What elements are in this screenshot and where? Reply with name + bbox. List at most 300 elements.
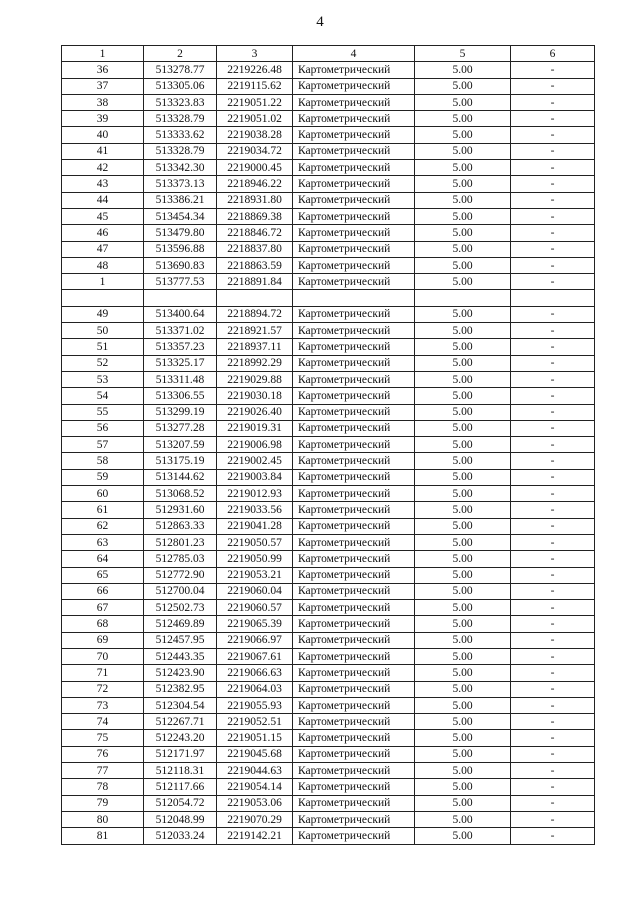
method-cell: Картометрический — [293, 681, 415, 697]
note-cell — [511, 290, 595, 306]
point-number-cell: 45 — [62, 208, 144, 224]
y-coordinate-cell: 2219044.63 — [217, 763, 293, 779]
note-cell: - — [511, 469, 595, 485]
note-cell: - — [511, 763, 595, 779]
method-cell: Картометрический — [293, 779, 415, 795]
method-cell: Картометрический — [293, 192, 415, 208]
y-coordinate-cell: 2219026.40 — [217, 404, 293, 420]
table-row — [62, 811, 595, 827]
table-row — [62, 404, 595, 420]
accuracy-cell: 5.00 — [415, 127, 511, 143]
note-cell: - — [511, 534, 595, 550]
method-cell: Картометрический — [293, 518, 415, 534]
note-cell: - — [511, 241, 595, 257]
note-cell: - — [511, 208, 595, 224]
table-row — [62, 371, 595, 387]
table-row — [62, 567, 595, 583]
y-coordinate-cell: 2219050.57 — [217, 534, 293, 550]
note-cell: - — [511, 567, 595, 583]
accuracy-cell: 5.00 — [415, 94, 511, 110]
note-cell: - — [511, 62, 595, 78]
table-row — [62, 160, 595, 176]
y-coordinate-cell: 2218891.84 — [217, 274, 293, 290]
method-cell: Картометрический — [293, 811, 415, 827]
point-number-cell — [62, 290, 144, 306]
x-coordinate-cell: 512033.24 — [144, 828, 217, 844]
table-row — [62, 648, 595, 664]
note-cell: - — [511, 714, 595, 730]
note-cell: - — [511, 274, 595, 290]
accuracy-cell: 5.00 — [415, 730, 511, 746]
method-cell: Картометрический — [293, 208, 415, 224]
x-coordinate-cell: 513777.53 — [144, 274, 217, 290]
accuracy-cell: 5.00 — [415, 225, 511, 241]
table-row — [62, 94, 595, 110]
y-coordinate-cell: 2219060.04 — [217, 583, 293, 599]
y-coordinate-cell: 2219029.88 — [217, 371, 293, 387]
y-coordinate-cell: 2219041.28 — [217, 518, 293, 534]
x-coordinate-cell: 513299.19 — [144, 404, 217, 420]
note-cell: - — [511, 583, 595, 599]
point-number-cell: 39 — [62, 111, 144, 127]
table-row — [62, 828, 595, 844]
table-row — [62, 323, 595, 339]
accuracy-cell: 5.00 — [415, 192, 511, 208]
y-coordinate-cell: 2219070.29 — [217, 811, 293, 827]
point-number-cell: 60 — [62, 486, 144, 502]
accuracy-cell: 5.00 — [415, 208, 511, 224]
table-row — [62, 795, 595, 811]
accuracy-cell: 5.00 — [415, 176, 511, 192]
accuracy-cell: 5.00 — [415, 518, 511, 534]
table-row — [62, 192, 595, 208]
method-cell: Картометрический — [293, 225, 415, 241]
point-number-cell: 1 — [62, 274, 144, 290]
note-cell: - — [511, 192, 595, 208]
method-cell: Картометрический — [293, 746, 415, 762]
y-coordinate-cell: 2219000.45 — [217, 160, 293, 176]
x-coordinate-cell: 513342.30 — [144, 160, 217, 176]
method-cell: Картометрический — [293, 355, 415, 371]
x-coordinate-cell: 512700.04 — [144, 583, 217, 599]
method-cell: Картометрический — [293, 420, 415, 436]
x-coordinate-cell: 513068.52 — [144, 486, 217, 502]
accuracy-cell: 5.00 — [415, 648, 511, 664]
y-coordinate-cell: 2219065.39 — [217, 616, 293, 632]
y-coordinate-cell: 2218931.80 — [217, 192, 293, 208]
table-row — [62, 176, 595, 192]
y-coordinate-cell: 2219003.84 — [217, 469, 293, 485]
x-coordinate-cell: 512772.90 — [144, 567, 217, 583]
x-coordinate-cell: 512382.95 — [144, 681, 217, 697]
x-coordinate-cell: 513371.02 — [144, 323, 217, 339]
point-number-cell: 80 — [62, 811, 144, 827]
table-row — [62, 600, 595, 616]
y-coordinate-cell: 2219055.93 — [217, 697, 293, 713]
table-row — [62, 453, 595, 469]
method-cell: Картометрический — [293, 534, 415, 550]
x-coordinate-cell: 513278.77 — [144, 62, 217, 78]
point-number-cell: 50 — [62, 323, 144, 339]
point-number-cell: 69 — [62, 632, 144, 648]
method-cell: Картометрический — [293, 111, 415, 127]
point-number-cell: 55 — [62, 404, 144, 420]
note-cell: - — [511, 371, 595, 387]
point-number-cell: 36 — [62, 62, 144, 78]
accuracy-cell: 5.00 — [415, 746, 511, 762]
x-coordinate-cell: 512243.20 — [144, 730, 217, 746]
y-coordinate-cell: 2219066.97 — [217, 632, 293, 648]
point-number-cell: 75 — [62, 730, 144, 746]
point-number-cell: 52 — [62, 355, 144, 371]
table-row — [62, 583, 595, 599]
accuracy-cell: 5.00 — [415, 486, 511, 502]
y-coordinate-cell: 2219006.98 — [217, 437, 293, 453]
x-coordinate-cell: 512054.72 — [144, 795, 217, 811]
note-cell: - — [511, 339, 595, 355]
accuracy-cell: 5.00 — [415, 241, 511, 257]
note-cell: - — [511, 665, 595, 681]
y-coordinate-cell: 2219060.57 — [217, 600, 293, 616]
method-cell: Картометрический — [293, 567, 415, 583]
accuracy-cell: 5.00 — [415, 111, 511, 127]
point-number-cell: 49 — [62, 306, 144, 322]
point-number-cell: 66 — [62, 583, 144, 599]
method-cell: Картометрический — [293, 176, 415, 192]
accuracy-cell: 5.00 — [415, 616, 511, 632]
method-cell: Картометрический — [293, 616, 415, 632]
y-coordinate-cell: 2218921.57 — [217, 323, 293, 339]
method-cell: Картометрический — [293, 469, 415, 485]
method-cell: Картометрический — [293, 274, 415, 290]
method-cell: Картометрический — [293, 323, 415, 339]
method-cell: Картометрический — [293, 502, 415, 518]
table-row — [62, 534, 595, 550]
note-cell: - — [511, 225, 595, 241]
point-number-cell: 41 — [62, 143, 144, 159]
note-cell: - — [511, 616, 595, 632]
x-coordinate-cell: 512457.95 — [144, 632, 217, 648]
table-row — [62, 763, 595, 779]
x-coordinate-cell: 513207.59 — [144, 437, 217, 453]
point-number-cell: 63 — [62, 534, 144, 550]
note-cell: - — [511, 746, 595, 762]
point-number-cell: 74 — [62, 714, 144, 730]
point-number-cell: 67 — [62, 600, 144, 616]
y-coordinate-cell: 2218863.59 — [217, 257, 293, 273]
column-header-1: 1 — [62, 46, 144, 62]
table-row — [62, 665, 595, 681]
table-row — [62, 437, 595, 453]
accuracy-cell: 5.00 — [415, 257, 511, 273]
point-number-cell: 76 — [62, 746, 144, 762]
note-cell: - — [511, 453, 595, 469]
point-number-cell: 79 — [62, 795, 144, 811]
note-cell: - — [511, 306, 595, 322]
table-row — [62, 502, 595, 518]
note-cell: - — [511, 795, 595, 811]
point-number-cell: 38 — [62, 94, 144, 110]
note-cell: - — [511, 323, 595, 339]
table-row — [62, 616, 595, 632]
y-coordinate-cell: 2218846.72 — [217, 225, 293, 241]
method-cell: Картометрический — [293, 94, 415, 110]
table-row — [62, 208, 595, 224]
method-cell: Картометрический — [293, 730, 415, 746]
point-number-cell: 57 — [62, 437, 144, 453]
note-cell: - — [511, 127, 595, 143]
note-cell: - — [511, 681, 595, 697]
table-row — [62, 730, 595, 746]
note-cell: - — [511, 404, 595, 420]
point-number-cell: 58 — [62, 453, 144, 469]
y-coordinate-cell: 2219033.56 — [217, 502, 293, 518]
x-coordinate-cell: 512117.66 — [144, 779, 217, 795]
point-number-cell: 54 — [62, 388, 144, 404]
x-coordinate-cell: 512304.54 — [144, 697, 217, 713]
accuracy-cell: 5.00 — [415, 143, 511, 159]
table-row — [62, 697, 595, 713]
accuracy-cell: 5.00 — [415, 437, 511, 453]
y-coordinate-cell: 2218837.80 — [217, 241, 293, 257]
note-cell: - — [511, 730, 595, 746]
accuracy-cell: 5.00 — [415, 78, 511, 94]
method-cell: Картометрический — [293, 714, 415, 730]
accuracy-cell: 5.00 — [415, 779, 511, 795]
accuracy-cell: 5.00 — [415, 62, 511, 78]
point-number-cell: 65 — [62, 567, 144, 583]
method-cell: Картометрический — [293, 306, 415, 322]
y-coordinate-cell: 2219142.21 — [217, 828, 293, 844]
method-cell: Картометрический — [293, 143, 415, 159]
column-header-5: 5 — [415, 46, 511, 62]
y-coordinate-cell: 2219054.14 — [217, 779, 293, 795]
table-row — [62, 143, 595, 159]
accuracy-cell: 5.00 — [415, 534, 511, 550]
method-cell: Картометрический — [293, 127, 415, 143]
x-coordinate-cell: 513479.80 — [144, 225, 217, 241]
x-coordinate-cell: 512801.23 — [144, 534, 217, 550]
column-header-3: 3 — [217, 46, 293, 62]
note-cell: - — [511, 811, 595, 827]
y-coordinate-cell: 2219050.99 — [217, 551, 293, 567]
table-row — [62, 339, 595, 355]
x-coordinate-cell: 513373.13 — [144, 176, 217, 192]
method-cell: Картометрический — [293, 648, 415, 664]
accuracy-cell: 5.00 — [415, 551, 511, 567]
y-coordinate-cell: 2219067.61 — [217, 648, 293, 664]
x-coordinate-cell: 512443.35 — [144, 648, 217, 664]
y-coordinate-cell: 2218869.38 — [217, 208, 293, 224]
x-coordinate-cell: 512502.73 — [144, 600, 217, 616]
point-number-cell: 68 — [62, 616, 144, 632]
y-coordinate-cell: 2218946.22 — [217, 176, 293, 192]
note-cell: - — [511, 176, 595, 192]
method-cell: Картометрический — [293, 160, 415, 176]
x-coordinate-cell: 513277.28 — [144, 420, 217, 436]
note-cell: - — [511, 94, 595, 110]
table-row — [62, 420, 595, 436]
method-cell: Картометрический — [293, 257, 415, 273]
x-coordinate-cell: 512267.71 — [144, 714, 217, 730]
method-cell: Картометрический — [293, 62, 415, 78]
note-cell: - — [511, 437, 595, 453]
point-number-cell: 64 — [62, 551, 144, 567]
note-cell: - — [511, 518, 595, 534]
x-coordinate-cell: 513325.17 — [144, 355, 217, 371]
x-coordinate-cell: 513144.62 — [144, 469, 217, 485]
method-cell: Картометрический — [293, 665, 415, 681]
point-number-cell: 51 — [62, 339, 144, 355]
point-number-cell: 37 — [62, 78, 144, 94]
table-row — [62, 62, 595, 78]
accuracy-cell: 5.00 — [415, 665, 511, 681]
y-coordinate-cell: 2219030.18 — [217, 388, 293, 404]
x-coordinate-cell: 513386.21 — [144, 192, 217, 208]
y-coordinate-cell: 2219115.62 — [217, 78, 293, 94]
x-coordinate-cell: 512785.03 — [144, 551, 217, 567]
table-row — [62, 469, 595, 485]
point-number-cell: 44 — [62, 192, 144, 208]
point-number-cell: 71 — [62, 665, 144, 681]
method-cell: Картометрический — [293, 339, 415, 355]
y-coordinate-cell: 2219053.06 — [217, 795, 293, 811]
note-cell: - — [511, 78, 595, 94]
page-number: 4 — [316, 14, 324, 30]
x-coordinate-cell: 513323.83 — [144, 94, 217, 110]
point-number-cell: 48 — [62, 257, 144, 273]
x-coordinate-cell: 512469.89 — [144, 616, 217, 632]
y-coordinate-cell: 2219034.72 — [217, 143, 293, 159]
accuracy-cell: 5.00 — [415, 828, 511, 844]
x-coordinate-cell: 512931.60 — [144, 502, 217, 518]
table-row — [62, 779, 595, 795]
column-header-4: 4 — [293, 46, 415, 62]
note-cell: - — [511, 111, 595, 127]
table-row — [62, 290, 595, 306]
x-coordinate-cell: 513311.48 — [144, 371, 217, 387]
point-number-cell: 72 — [62, 681, 144, 697]
note-cell: - — [511, 551, 595, 567]
x-coordinate-cell: 512863.33 — [144, 518, 217, 534]
x-coordinate-cell: 513454.34 — [144, 208, 217, 224]
accuracy-cell: 5.00 — [415, 453, 511, 469]
method-cell: Картометрический — [293, 551, 415, 567]
accuracy-cell: 5.00 — [415, 600, 511, 616]
y-coordinate-cell: 2219038.28 — [217, 127, 293, 143]
note-cell: - — [511, 486, 595, 502]
accuracy-cell: 5.00 — [415, 583, 511, 599]
x-coordinate-cell: 513333.62 — [144, 127, 217, 143]
method-cell: Картометрический — [293, 828, 415, 844]
method-cell: Картометрический — [293, 632, 415, 648]
method-cell: Картометрический — [293, 78, 415, 94]
method-cell: Картометрический — [293, 437, 415, 453]
x-coordinate-cell: 512171.97 — [144, 746, 217, 762]
note-cell: - — [511, 355, 595, 371]
accuracy-cell: 5.00 — [415, 306, 511, 322]
table-header-row — [62, 46, 595, 62]
table-row — [62, 355, 595, 371]
x-coordinate-cell: 513596.88 — [144, 241, 217, 257]
accuracy-cell: 5.00 — [415, 632, 511, 648]
method-cell — [293, 290, 415, 306]
table-body — [62, 62, 595, 844]
coordinates-table — [61, 45, 595, 845]
note-cell: - — [511, 697, 595, 713]
table-row — [62, 746, 595, 762]
y-coordinate-cell: 2218992.29 — [217, 355, 293, 371]
accuracy-cell: 5.00 — [415, 714, 511, 730]
y-coordinate-cell: 2219051.15 — [217, 730, 293, 746]
point-number-cell: 73 — [62, 697, 144, 713]
table-row — [62, 257, 595, 273]
x-coordinate-cell: 513400.64 — [144, 306, 217, 322]
accuracy-cell: 5.00 — [415, 160, 511, 176]
y-coordinate-cell: 2219045.68 — [217, 746, 293, 762]
table-row — [62, 388, 595, 404]
y-coordinate-cell: 2219012.93 — [217, 486, 293, 502]
column-header-6: 6 — [511, 46, 595, 62]
point-number-cell: 42 — [62, 160, 144, 176]
method-cell: Картометрический — [293, 404, 415, 420]
x-coordinate-cell: 513175.19 — [144, 453, 217, 469]
note-cell: - — [511, 502, 595, 518]
point-number-cell: 62 — [62, 518, 144, 534]
table-row — [62, 681, 595, 697]
point-number-cell: 77 — [62, 763, 144, 779]
x-coordinate-cell: 513690.83 — [144, 257, 217, 273]
table-row — [62, 306, 595, 322]
point-number-cell: 56 — [62, 420, 144, 436]
point-number-cell: 47 — [62, 241, 144, 257]
note-cell: - — [511, 420, 595, 436]
accuracy-cell — [415, 290, 511, 306]
accuracy-cell: 5.00 — [415, 811, 511, 827]
point-number-cell: 61 — [62, 502, 144, 518]
accuracy-cell: 5.00 — [415, 371, 511, 387]
point-number-cell: 43 — [62, 176, 144, 192]
note-cell: - — [511, 388, 595, 404]
point-number-cell: 40 — [62, 127, 144, 143]
table-row — [62, 518, 595, 534]
accuracy-cell: 5.00 — [415, 339, 511, 355]
table-row — [62, 241, 595, 257]
method-cell: Картометрический — [293, 697, 415, 713]
accuracy-cell: 5.00 — [415, 323, 511, 339]
accuracy-cell: 5.00 — [415, 697, 511, 713]
y-coordinate-cell: 2219052.51 — [217, 714, 293, 730]
y-coordinate-cell: 2219051.22 — [217, 94, 293, 110]
accuracy-cell: 5.00 — [415, 420, 511, 436]
table-row — [62, 551, 595, 567]
y-coordinate-cell: 2219051.02 — [217, 111, 293, 127]
accuracy-cell: 5.00 — [415, 502, 511, 518]
method-cell: Картометрический — [293, 486, 415, 502]
x-coordinate-cell: 513357.23 — [144, 339, 217, 355]
point-number-cell: 46 — [62, 225, 144, 241]
point-number-cell: 81 — [62, 828, 144, 844]
x-coordinate-cell — [144, 290, 217, 306]
y-coordinate-cell: 2219053.21 — [217, 567, 293, 583]
accuracy-cell: 5.00 — [415, 795, 511, 811]
x-coordinate-cell: 513305.06 — [144, 78, 217, 94]
method-cell: Картометрический — [293, 371, 415, 387]
y-coordinate-cell: 2219064.03 — [217, 681, 293, 697]
method-cell: Картометрический — [293, 388, 415, 404]
table-row — [62, 486, 595, 502]
note-cell: - — [511, 257, 595, 273]
